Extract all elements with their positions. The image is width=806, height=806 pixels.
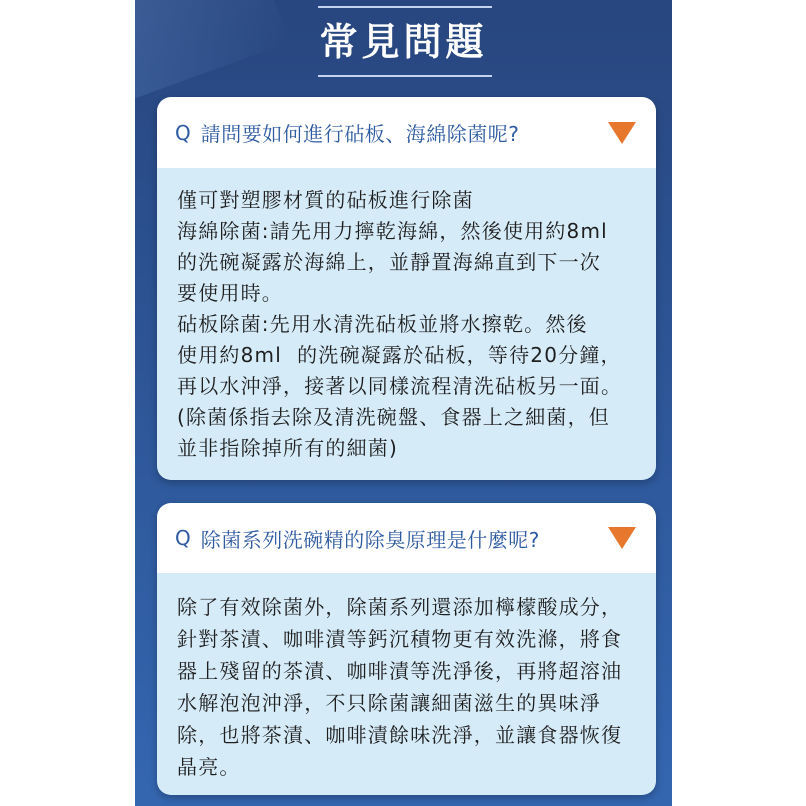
answer-line: 除，也將茶漬、咖啡漬餘味洗淨，並讓食器恢復 — [177, 723, 623, 747]
question-prefix: Q — [175, 120, 191, 145]
answer-line: 砧板除菌:先用水清洗砧板並將水擦乾。然後 — [177, 312, 588, 336]
faq-card — [157, 503, 656, 795]
triangle-down-icon[interactable] — [608, 122, 636, 144]
faq-question-header[interactable] — [157, 97, 656, 168]
question-text: 除菌系列洗碗精的除臭原理是什麼呢? — [200, 527, 540, 552]
triangle-down-icon[interactable] — [608, 527, 636, 549]
faq-panel — [135, 0, 672, 806]
answer-line: 僅可對塑膠材質的砧板進行除菌 — [177, 188, 474, 212]
faq-card — [157, 97, 656, 480]
page-title: 常見問題 — [319, 20, 488, 64]
answer-line: 水解泡泡沖淨，不只除菌讓細菌滋生的異味淨 — [177, 691, 601, 715]
answer-line: 要使用時。 — [177, 281, 283, 305]
question-prefix: Q — [175, 526, 191, 550]
answer-line: (除菌係指去除及清洗碗盤、食器上之細菌，但 — [177, 405, 611, 429]
title-divider-top — [318, 6, 492, 8]
faq-question-header[interactable] — [157, 503, 656, 573]
answer-line: 海綿除菌:請先用力擰乾海綿，然後使用約8ml — [177, 219, 608, 243]
answer-line: 再以水沖淨，接著以同樣流程清洗砧板另一面。 — [177, 374, 623, 398]
answer-line: 除了有效除菌外，除菌系列還添加檸檬酸成分， — [177, 595, 623, 619]
answer-line: 針對茶漬、咖啡漬等鈣沉積物更有效洗滌，將食 — [177, 627, 623, 651]
answer-line: 晶亮。 — [177, 755, 241, 779]
faq-answer — [157, 168, 656, 480]
answer-line: 並非指除掉所有的細菌) — [177, 436, 399, 460]
faq-answer — [157, 573, 656, 795]
answer-line: 的洗碗凝露於海綿上，並靜置海綿直到下一次 — [177, 250, 601, 274]
question-text: 請問要如何進行砧板、海綿除菌呢? — [200, 122, 520, 146]
answer-line: 使用約8ml 的洗碗凝露於砧板，等待20分鐘， — [177, 343, 622, 367]
title-divider-bottom — [318, 75, 492, 77]
answer-line: 器上殘留的茶漬、咖啡漬等洗淨後，再將超溶油 — [177, 659, 623, 683]
